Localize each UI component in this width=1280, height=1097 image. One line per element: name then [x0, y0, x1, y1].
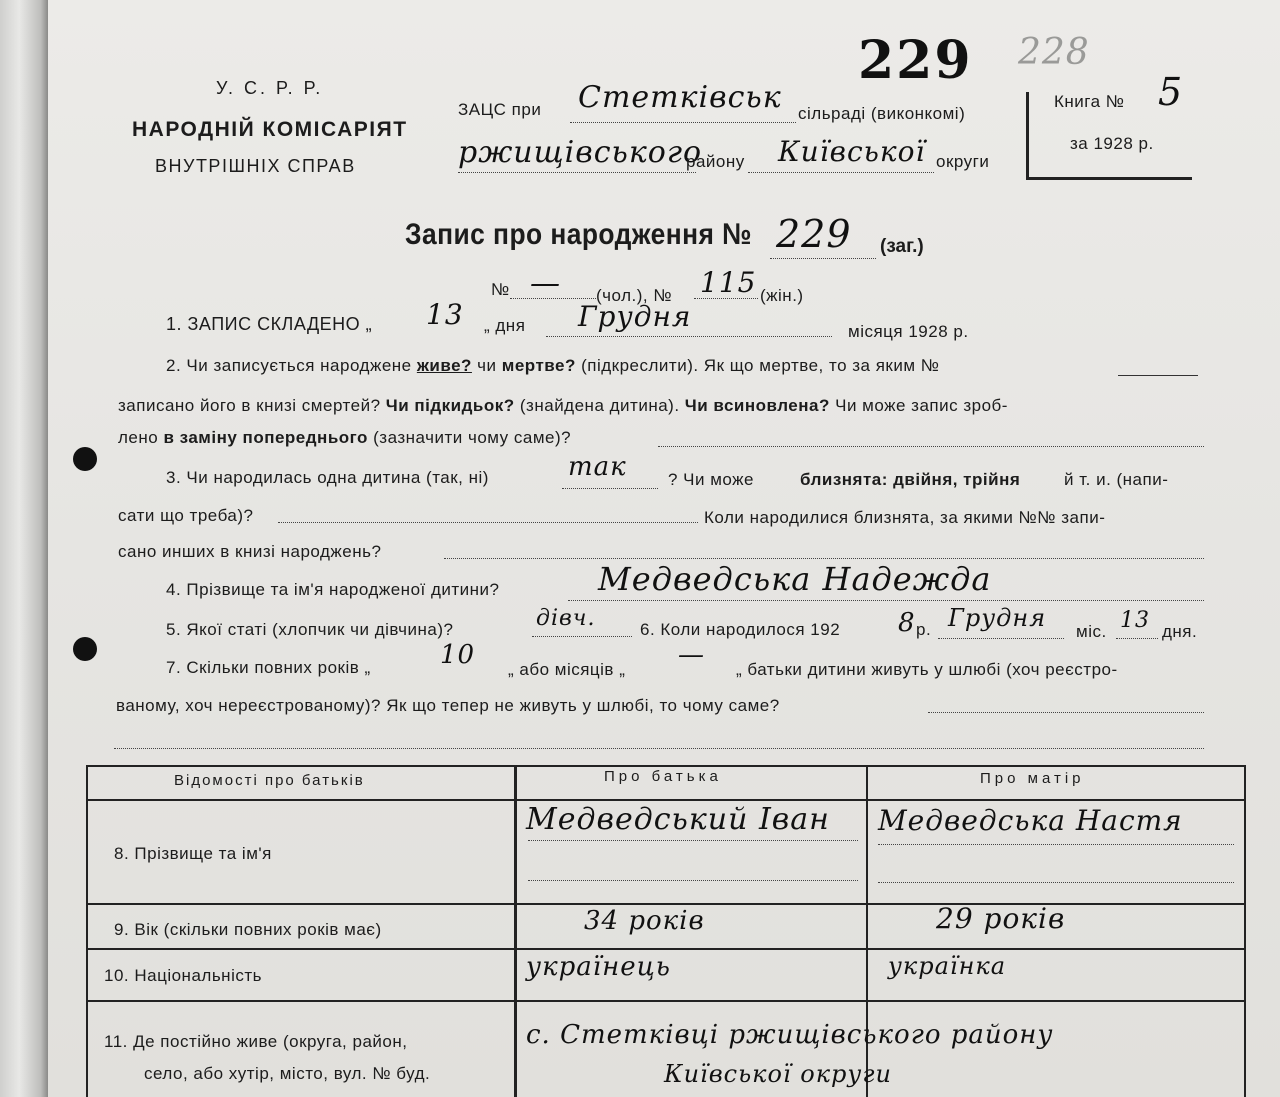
q2-line2-a: записано його в книзі смертей? — [118, 396, 381, 415]
zags-prefix: ЗАЦС при — [458, 100, 542, 119]
q2-line3-b: в заміну попереднього — [163, 428, 368, 447]
q6-month-fill — [938, 638, 1064, 639]
q3-line2-fill — [278, 522, 698, 523]
okruga-line — [748, 172, 934, 173]
q2-line3-c: (зазначити чому саме)? — [373, 428, 572, 447]
q5-label: 5. Якої статі (хлопчик чи дівчина)? — [166, 620, 454, 639]
table-top-border — [86, 765, 1246, 767]
table-header-2: Про матір — [980, 770, 1085, 787]
sub-no-label: № — [491, 280, 510, 299]
q7-line2-fill — [928, 712, 1204, 713]
q6-month-hw: Грудня — [948, 604, 1047, 632]
male-label: (чол.), № — [596, 286, 673, 305]
table-header-border — [86, 799, 1246, 801]
q3-line1-c: близнята: двійня, трійня — [800, 470, 1021, 489]
q3-line1-fill — [562, 488, 658, 489]
district-hw: ржищівського — [458, 135, 703, 170]
record-number-hw: 229 — [776, 212, 852, 256]
q3-line2-b: Коли народилися близнята, за якими №№ запи- — [704, 508, 1106, 527]
q2-line3-a: лено — [118, 428, 159, 447]
q6-day-hw: 13 — [1120, 608, 1150, 633]
q3-line3-fill — [444, 558, 1204, 559]
q1-prefix: 1. ЗАПИС СКЛАДЕНО „ — [166, 314, 373, 334]
row11-label-line1: 11. Де постійно живе (округа, район, — [104, 1032, 408, 1051]
female-number-line — [694, 298, 758, 299]
q7-years-hw: 10 — [440, 640, 476, 670]
q2-line2-c: (знайдена дитина). — [519, 396, 680, 415]
q4-hw: Медведська Надежда — [598, 560, 992, 598]
q7-months-hw: — — [678, 640, 705, 670]
row8-father-line1 — [528, 840, 858, 841]
q3-line1-b: ? Чи може — [668, 470, 755, 489]
zags-village-line — [570, 122, 796, 123]
row10-father-hw: українець — [526, 952, 671, 982]
q3-line1-d: й т. и. (напи- — [1064, 470, 1169, 489]
row10-mother-hw: українка — [888, 952, 1007, 980]
book-spine — [0, 0, 48, 1097]
q6-year-hw: 8 — [898, 608, 916, 638]
q2-line1-b: живе? — [416, 356, 472, 375]
q6-r: р. — [916, 620, 932, 639]
row9-father-hw: 34 років — [584, 906, 705, 936]
record-number-line — [770, 258, 876, 259]
book-box-left-border — [1026, 92, 1029, 180]
q7-line2: ваному, хоч нереєстрованому)? Як що тепер не живуть у шлюбі, то чому саме? — [116, 696, 780, 715]
table-right-border — [1244, 765, 1246, 1097]
q3-line2-a: сати що треба)? — [118, 506, 254, 525]
q4-fill — [568, 600, 1204, 601]
q2-line3-fill — [658, 446, 1204, 447]
row8-father-line2 — [528, 880, 858, 881]
book-number-hw: 5 — [1158, 70, 1184, 114]
row11-father-hw: с. Стетківці ржищівського району — [526, 1020, 1054, 1050]
q6-mis: міс. — [1076, 622, 1107, 641]
row11-father-hw2: Київської округи — [664, 1060, 892, 1088]
q2-line3 — [118, 428, 571, 448]
commissariat-line2: ВНУТРІШНІХ СПРАВ — [155, 156, 356, 176]
q5-fill — [532, 636, 632, 637]
q1-day-hw: 13 — [426, 298, 464, 331]
q2-line2-e: Чи може запис зроб- — [835, 396, 1008, 415]
q1-month-label: місяця 1928 р. — [848, 322, 969, 341]
row8-mother-hw: Медведська Настя — [878, 804, 1183, 837]
q3-line1-a: 3. Чи народилась одна дитина (так, ні) — [166, 468, 489, 487]
punch-hole — [73, 637, 97, 661]
table-row8-border — [86, 903, 1246, 905]
q3-line1-hw: так — [568, 452, 627, 482]
male-number-hw: — — [530, 266, 561, 301]
male-number-line — [510, 298, 596, 299]
q4-label: 4. Прізвище та ім'я народженої дитини? — [166, 580, 500, 599]
q6-label: 6. Коли народилося 192 — [640, 620, 841, 639]
district-label: району — [686, 152, 745, 171]
female-number-hw: 115 — [700, 266, 757, 299]
table-left-border — [86, 765, 88, 1097]
q2-line1-c: чи — [477, 356, 497, 375]
district-line — [458, 172, 696, 173]
page-number-hw: 229 — [858, 30, 973, 91]
row8-mother-line2 — [878, 882, 1234, 883]
q1-month-line — [546, 336, 832, 337]
q2-line1-fill — [1118, 375, 1198, 376]
q7-line1-a: 7. Скільки повних років „ — [166, 658, 371, 677]
q3-line3: сано инших в книзі народжень? — [118, 542, 382, 561]
q7-line1-b: „ або місяців „ — [508, 660, 626, 679]
book-box-bottom-border — [1026, 177, 1192, 180]
q2-line2 — [118, 396, 1008, 416]
row9-mother-hw: 29 років — [936, 902, 1066, 935]
table-col1-border — [514, 765, 517, 1097]
q2-line2-d: Чи всиновлена? — [684, 396, 830, 415]
document-page — [48, 0, 1280, 1097]
q5-hw: дівч. — [536, 606, 596, 631]
q6-dnya: дня. — [1162, 622, 1198, 641]
table-row9-border — [86, 948, 1246, 950]
q7-line3-fill — [114, 748, 1204, 749]
record-title: Запис про народження № — [405, 218, 753, 251]
page-number-faint-hw: 228 — [1018, 32, 1090, 73]
okruga-hw: Київської — [778, 135, 926, 168]
zags-village-hw: Стетківськ — [578, 80, 782, 115]
row9-label: 9. Вік (скільки повних років має) — [114, 920, 382, 939]
q2-line1-d: мертве? — [501, 356, 576, 375]
q1-day-label: „ дня — [484, 316, 526, 335]
record-suffix: (заг.) — [880, 236, 924, 257]
table-row10-border — [86, 1000, 1246, 1002]
zags-suffix: сільраді (виконкомі) — [798, 104, 966, 123]
row8-father-hw: Медведський Іван — [526, 802, 830, 837]
table-header-0: Відомості про батьків — [174, 772, 365, 789]
commissariat-line1: НАРОДНІЙ КОМІСАРІЯТ — [132, 118, 408, 141]
female-label: (жін.) — [760, 286, 804, 305]
q2-line2-b: Чи підкидьок? — [385, 396, 515, 415]
book-year: за 1928 р. — [1070, 134, 1154, 153]
q6-day-fill — [1116, 638, 1158, 639]
row8-label: 8. Прізвище та ім'я — [114, 844, 272, 863]
q2-line1 — [166, 356, 940, 376]
okruga-label: округи — [936, 152, 990, 171]
book-label: Книга № — [1054, 92, 1125, 111]
q2-line1-a: 2. Чи записується народжене — [166, 356, 412, 375]
row11-label-line2: село, або хутір, місто, вул. № буд. — [144, 1064, 431, 1083]
q2-line1-e: (підкреслити). Як що мертве, то за яким № — [581, 356, 940, 375]
table-header-1: Про батька — [604, 768, 722, 785]
q1-month-hw: Грудня — [578, 300, 692, 333]
punch-hole — [73, 447, 97, 471]
q7-line1-c: „ батьки дитини живуть у шлюбі (хоч реєстро- — [736, 660, 1118, 679]
row10-label: 10. Національність — [104, 966, 262, 985]
republic-label: У. С. Р. Р. — [216, 78, 324, 98]
row8-mother-line1 — [878, 844, 1234, 845]
